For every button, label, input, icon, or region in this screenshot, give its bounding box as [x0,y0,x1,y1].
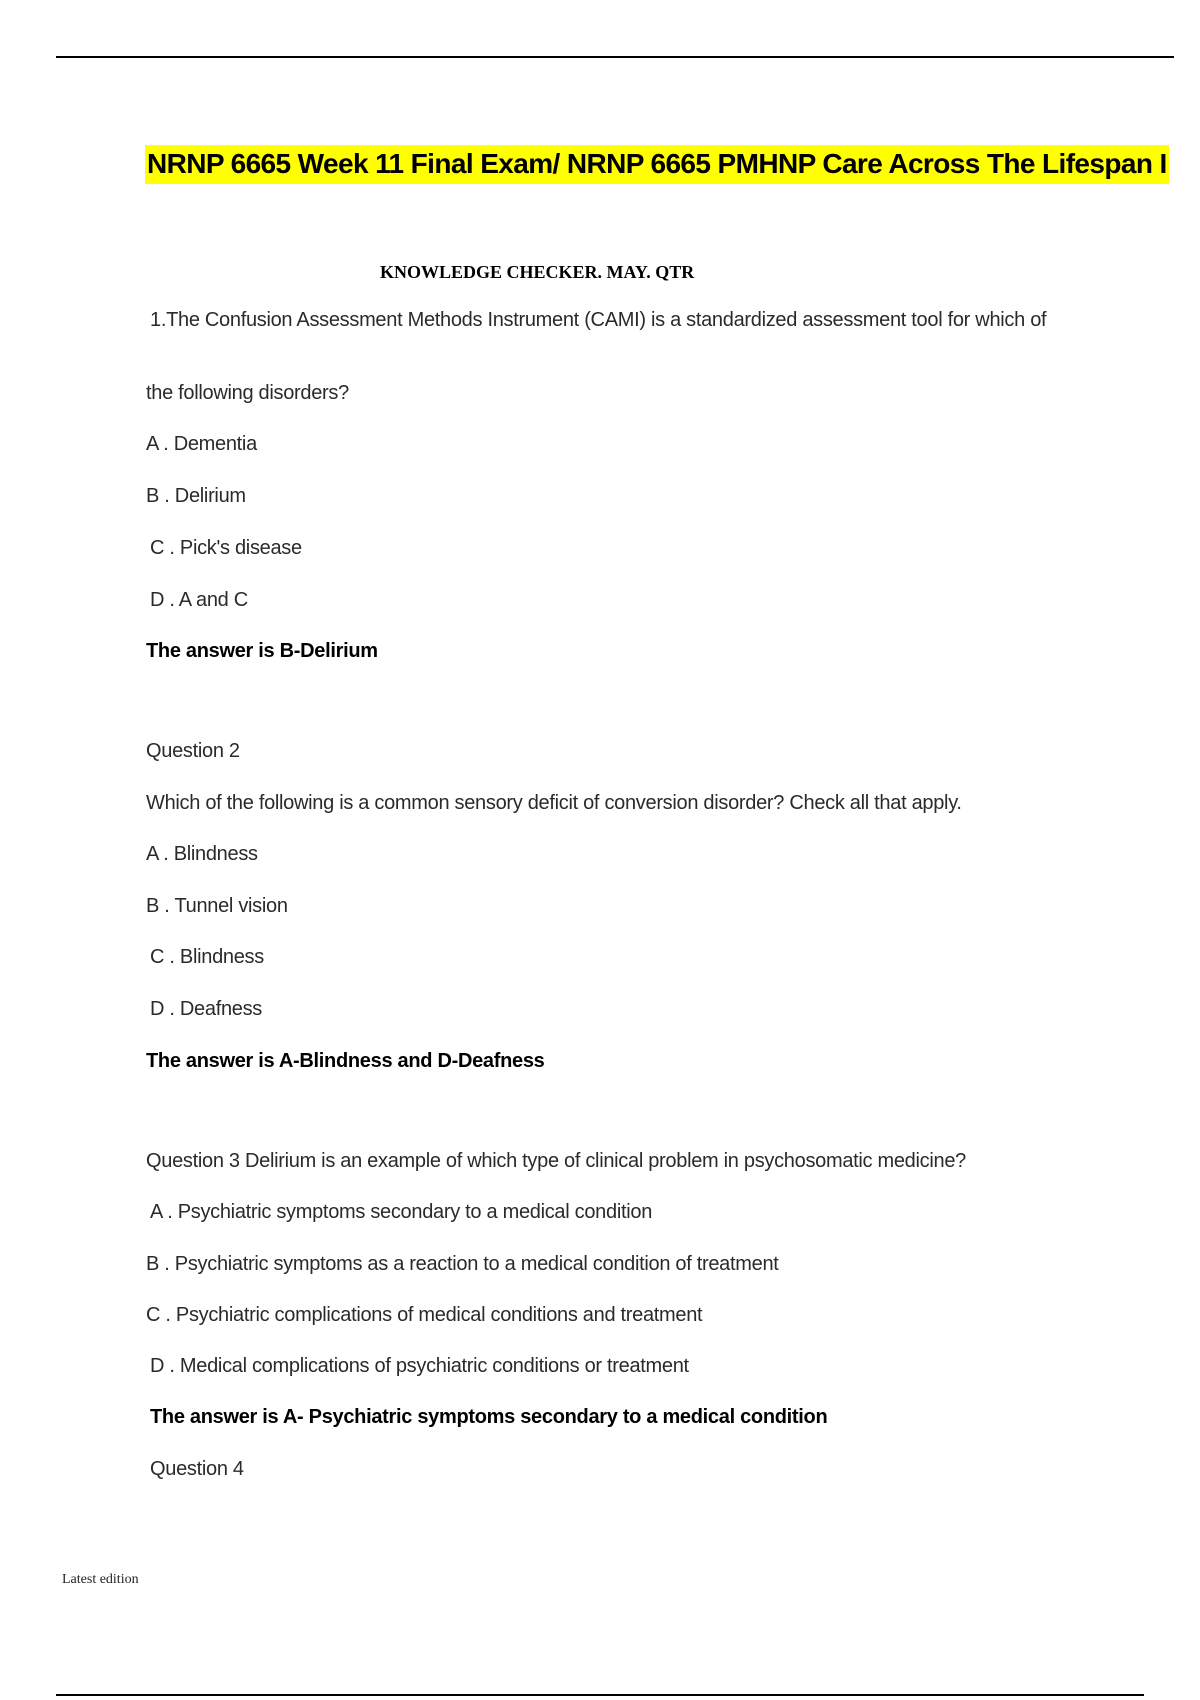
question-3-stem: Question 3 Delirium is an example of which type of clinical problem in psychosomatic medicine? [146,1150,966,1172]
question-2-option-c: C . Blindness [150,946,264,968]
question-1-answer: The answer is B-Delirium [146,640,378,662]
question-3-option-d: D . Medical complications of psychiatric conditions or treatment [150,1355,689,1377]
subtitle: KNOWLEDGE CHECKER. MAY. QTR [380,262,695,282]
bottom-rule [56,1694,1144,1696]
question-1-stem-line-2: the following disorders? [146,382,349,404]
question-2-label: Question 2 [146,740,240,762]
question-3-answer: The answer is A- Psychiatric symptoms secondary to a medical condition [150,1406,828,1428]
question-1-option-d: D . A and C [150,589,248,611]
question-3-option-a: A . Psychiatric symptoms secondary to a medical condition [150,1201,653,1223]
top-rule [56,56,1174,58]
question-2-option-b: B . Tunnel vision [146,895,288,917]
question-3-option-c: C . Psychiatric complications of medical conditions and treatment [146,1304,703,1326]
question-1-option-b: B . Delirium [146,485,246,507]
question-2-option-a: A . Blindness [146,843,258,865]
question-3-option-b: B . Psychiatric symptoms as a reaction to a medical condition of treatment [146,1253,779,1275]
question-4-label: Question 4 [150,1458,244,1480]
question-1-stem-line-1: 1.The Confusion Assessment Methods Instrument (CAMI) is a standardized assessment tool for which of [150,309,1047,331]
page-title: NRNP 6665 Week 11 Final Exam/ NRNP 6665 PMHNP Care Across The Lifespan I [145,145,1169,184]
question-1-option-a: A . Dementia [146,433,257,455]
footer-note: Latest edition [62,1572,139,1587]
question-2-option-d: D . Deafness [150,998,263,1020]
question-1-option-c: C . Pick's disease [150,537,302,559]
question-2-stem: Which of the following is a common sensory deficit of conversion disorder? Check all that apply. [146,792,962,814]
question-2-answer: The answer is A-Blindness and D-Deafness [146,1050,545,1072]
